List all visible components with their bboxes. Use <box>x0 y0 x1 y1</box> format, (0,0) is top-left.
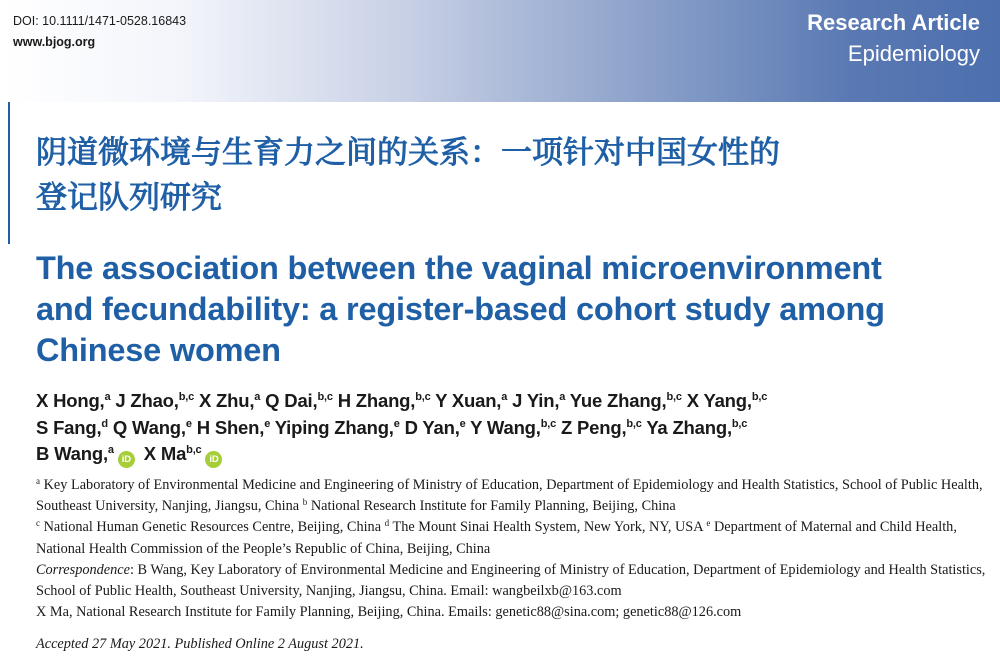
author-name: X Yang, <box>686 390 752 411</box>
affiliation-text: Department of Maternal and Child Health, National Health Commission of the People’s Republic of China, Beijing, China <box>36 519 957 557</box>
author-line-3 <box>36 441 976 468</box>
author-affiliation-sup: e <box>393 417 400 430</box>
english-title-line-3: Chinese women <box>36 332 281 368</box>
author-affiliation-sup: b,c <box>415 391 431 403</box>
correspondence-text-1: : B Wang, Key Laboratory of Environmental Medicine and Engineering of Ministry of Education, Department of Epidemiology and Health Statistics, School of Public Health, Southeast University, Nanjing, Jiangsu, China. Email: wangbeilxb@163.com <box>36 561 986 600</box>
author-name: J Yin, <box>512 390 560 411</box>
affiliation-sup: a <box>36 476 40 486</box>
affiliation-text: The Mount Sinai Health System, New York, NY, USA <box>392 519 703 536</box>
left-accent-rule <box>8 102 10 244</box>
author-affiliation-sup: e <box>185 417 192 430</box>
article-type-label: Research Article <box>807 10 980 35</box>
orcid-icon[interactable]: iD <box>118 451 135 468</box>
author-affiliation-sup: b,c <box>666 391 682 403</box>
affiliation-sup: d <box>384 518 390 529</box>
english-title-line-1: The association between the vaginal microenvironment <box>36 250 882 286</box>
english-title <box>36 248 996 371</box>
affiliation-sup: c <box>36 518 40 529</box>
affiliation-text: National Human Genetic Resources Centre, Beijing, China <box>43 519 382 536</box>
doi-text[interactable]: DOI: 10.1111/1471-0528.16843 <box>13 14 187 28</box>
affiliation-sup: b <box>302 497 308 508</box>
author-affiliation-sup: b,c <box>317 391 333 403</box>
author-name: X Ma <box>143 443 187 464</box>
author-affiliation-sup: b,c <box>186 444 202 456</box>
author-name: Q Wang, <box>112 416 186 438</box>
orcid-icon[interactable]: iD <box>205 451 222 468</box>
author-affiliation-sup: a <box>104 391 111 403</box>
author-name: H Zhang, <box>337 390 416 411</box>
affiliations-block <box>36 475 996 623</box>
author-list <box>36 388 976 468</box>
chinese-title-line-1: 阴道微环境与生育力之间的关系：一项针对中国女性的 <box>36 135 780 171</box>
author-name: H Shen, <box>196 416 265 438</box>
author-affiliation-sup: b,c <box>626 417 642 430</box>
author-name: B Wang, <box>36 443 108 464</box>
author-affiliation-sup: a <box>559 391 566 403</box>
author-name: Yiping Zhang, <box>274 416 394 438</box>
author-name: X Hong, <box>36 390 105 411</box>
author-affiliation-sup: d <box>101 417 108 430</box>
author-line-2 <box>36 415 976 442</box>
author-affiliation-sup: e <box>459 417 466 430</box>
author-line-1 <box>36 388 976 415</box>
author-name: J Zhao, <box>115 390 179 411</box>
author-name: Ya Zhang, <box>646 416 732 438</box>
author-name: D Yan, <box>404 416 460 438</box>
affiliations-text <box>36 475 996 560</box>
author-affiliation-sup: b,c <box>751 391 768 403</box>
author-name: Z Peng, <box>560 416 627 438</box>
accepted-date: Accepted 27 May 2021. Published Online 2 August 2021. <box>36 636 364 652</box>
correspondence <box>36 560 996 602</box>
english-title-line-2: and fecundability: a register-based cohort study among <box>36 291 885 327</box>
journal-website[interactable]: www.bjog.org <box>13 35 96 49</box>
section-label: Epidemiology <box>847 41 980 66</box>
author-name: S Fang, <box>36 416 102 438</box>
affiliation-sup: e <box>706 518 711 529</box>
author-affiliation-sup: a <box>501 391 508 403</box>
author-affiliation-sup: a <box>254 391 261 403</box>
affiliation-text: National Research Institute for Family Planning, Beijing, China <box>310 498 676 515</box>
chinese-title-line-2: 登记队列研究 <box>36 180 222 216</box>
affiliation-text: Key Laboratory of Environmental Medicine and Engineering of Ministry of Education, Department of Epidemiology and Health Statistics, School of Public Health, Southeast University, Nanjing, Jiangsu, China <box>36 477 983 515</box>
author-name: X Zhu, <box>198 390 255 411</box>
author-name: Q Dai, <box>265 390 318 411</box>
author-affiliation-sup: a <box>107 444 114 456</box>
author-name: Y Xuan, <box>435 390 502 411</box>
author-affiliation-sup: b,c <box>731 417 748 430</box>
author-affiliation-sup: b,c <box>540 417 557 430</box>
correspondence-label: Correspondence <box>36 561 130 578</box>
author-name: Yue Zhang, <box>569 390 667 411</box>
author-name: Y Wang, <box>470 416 541 438</box>
author-affiliation-sup: e <box>264 417 271 430</box>
author-affiliation-sup: b,c <box>178 391 195 403</box>
correspondence-text-2: X Ma, National Research Institute for Family Planning, Beijing, China. Emails: genetic88@sina.com; genetic88@126.com <box>36 604 742 621</box>
chinese-title <box>36 131 986 221</box>
